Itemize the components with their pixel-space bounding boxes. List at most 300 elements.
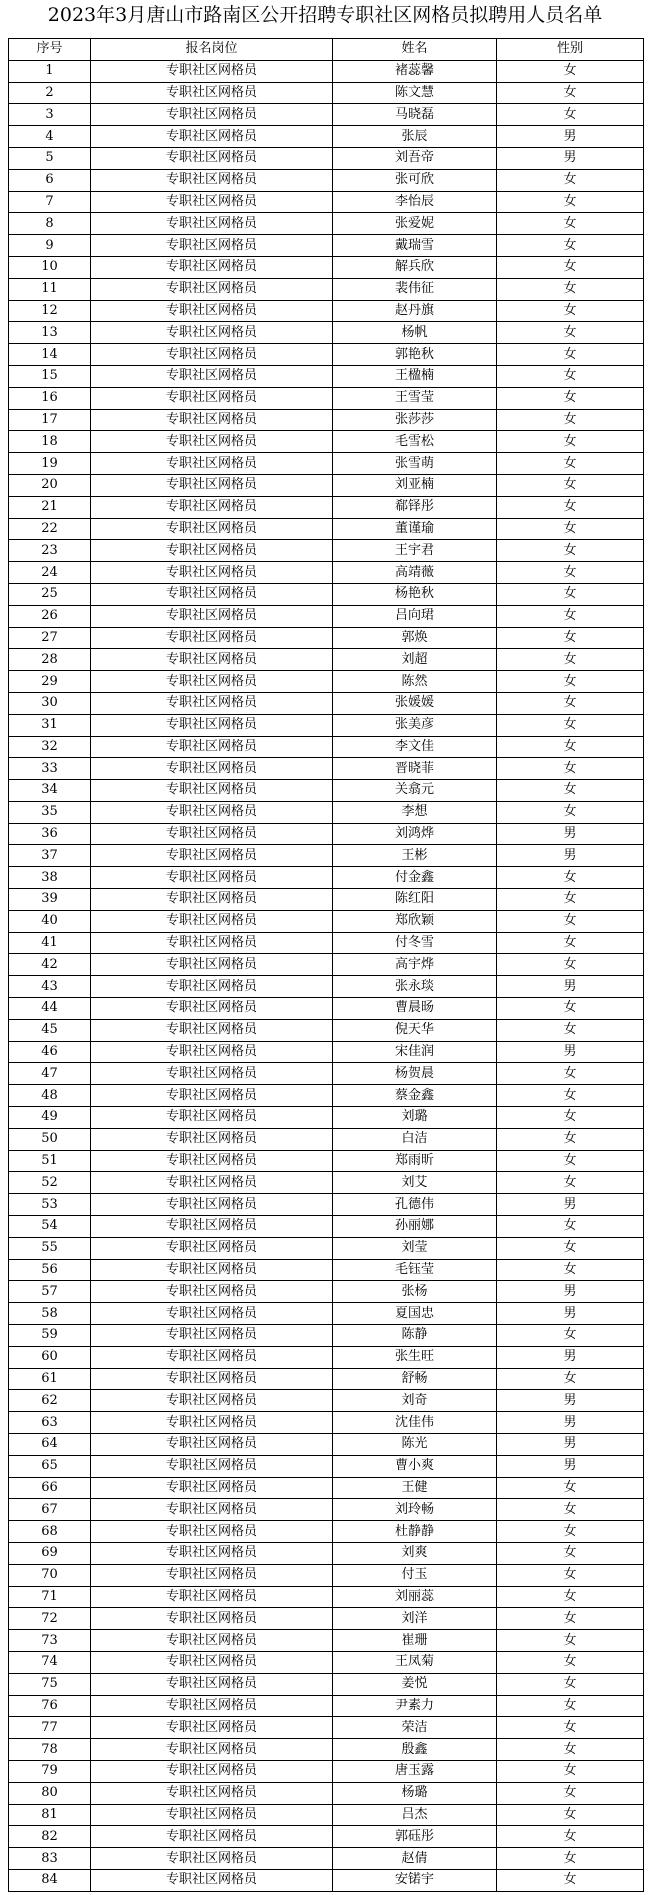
table-row bbox=[9, 1237, 644, 1259]
cell-position: 专职社区网格员 bbox=[91, 1346, 333, 1368]
cell-position: 专职社区网格员 bbox=[91, 823, 333, 845]
cell-gender: 女 bbox=[497, 1869, 644, 1891]
cell-number: 60 bbox=[9, 1346, 91, 1368]
cell-name: 刘鸿烨 bbox=[333, 823, 497, 845]
cell-position: 专职社区网格员 bbox=[91, 387, 333, 409]
table-row bbox=[9, 1586, 644, 1608]
table-row bbox=[9, 1281, 644, 1303]
table-row bbox=[9, 780, 644, 802]
cell-gender: 男 bbox=[497, 1412, 644, 1434]
cell-number: 13 bbox=[9, 322, 91, 344]
cell-position: 专职社区网格员 bbox=[91, 1412, 333, 1434]
cell-number: 11 bbox=[9, 278, 91, 300]
cell-number: 54 bbox=[9, 1216, 91, 1238]
cell-gender: 女 bbox=[497, 649, 644, 671]
cell-gender: 女 bbox=[497, 627, 644, 649]
cell-name: 曹小爽 bbox=[333, 1455, 497, 1477]
cell-number: 61 bbox=[9, 1368, 91, 1390]
cell-position: 专职社区网格员 bbox=[91, 1368, 333, 1390]
cell-gender: 女 bbox=[497, 780, 644, 802]
table-row bbox=[9, 1673, 644, 1695]
table-row bbox=[9, 671, 644, 693]
cell-gender: 女 bbox=[497, 1063, 644, 1085]
cell-number: 71 bbox=[9, 1586, 91, 1608]
cell-name: 吕向珺 bbox=[333, 605, 497, 627]
cell-number: 22 bbox=[9, 518, 91, 540]
cell-number: 84 bbox=[9, 1869, 91, 1891]
page-title: 2023年3月唐山市路南区公开招聘专职社区网格员拟聘用人员名单 bbox=[47, 4, 603, 26]
cell-name: 尹素力 bbox=[333, 1695, 497, 1717]
table-row bbox=[9, 1651, 644, 1673]
cell-gender: 女 bbox=[497, 104, 644, 126]
table-row bbox=[9, 889, 644, 911]
cell-position: 专职社区网格员 bbox=[91, 278, 333, 300]
table-row bbox=[9, 387, 644, 409]
table-row bbox=[9, 496, 644, 518]
cell-name: 倪天华 bbox=[333, 1019, 497, 1041]
table-row bbox=[9, 1412, 644, 1434]
table-row bbox=[9, 1325, 644, 1347]
cell-position: 专职社区网格员 bbox=[91, 1608, 333, 1630]
table-row bbox=[9, 1128, 644, 1150]
cell-number: 51 bbox=[9, 1150, 91, 1172]
cell-gender: 女 bbox=[497, 1172, 644, 1194]
cell-gender: 女 bbox=[497, 1564, 644, 1586]
cell-gender: 女 bbox=[497, 387, 644, 409]
table-row bbox=[9, 1804, 644, 1826]
table-row bbox=[9, 169, 644, 191]
cell-name: 陈红阳 bbox=[333, 889, 497, 911]
cell-name: 陈然 bbox=[333, 671, 497, 693]
cell-gender: 女 bbox=[497, 278, 644, 300]
cell-name: 戴瑞雪 bbox=[333, 235, 497, 257]
table-row bbox=[9, 1608, 644, 1630]
cell-name: 付冬雪 bbox=[333, 932, 497, 954]
cell-position: 专职社区网格员 bbox=[91, 671, 333, 693]
cell-name: 张爱妮 bbox=[333, 213, 497, 235]
cell-gender: 女 bbox=[497, 801, 644, 823]
cell-number: 83 bbox=[9, 1848, 91, 1870]
cell-number: 77 bbox=[9, 1717, 91, 1739]
cell-name: 吕杰 bbox=[333, 1804, 497, 1826]
table-row bbox=[9, 714, 644, 736]
cell-position: 专职社区网格员 bbox=[91, 1564, 333, 1586]
cell-number: 35 bbox=[9, 801, 91, 823]
cell-gender: 女 bbox=[497, 605, 644, 627]
cell-position: 专职社区网格员 bbox=[91, 1739, 333, 1761]
cell-name: 李想 bbox=[333, 801, 497, 823]
cell-position: 专职社区网格员 bbox=[91, 474, 333, 496]
cell-position: 专职社区网格员 bbox=[91, 1259, 333, 1281]
cell-gender: 男 bbox=[497, 976, 644, 998]
cell-position: 专职社区网格员 bbox=[91, 932, 333, 954]
cell-position: 专职社区网格员 bbox=[91, 1325, 333, 1347]
cell-gender: 女 bbox=[497, 1739, 644, 1761]
cell-name: 荣洁 bbox=[333, 1717, 497, 1739]
table-row bbox=[9, 409, 644, 431]
table-row bbox=[9, 845, 644, 867]
cell-gender: 女 bbox=[497, 540, 644, 562]
cell-name: 刘玲畅 bbox=[333, 1499, 497, 1521]
cell-name: 刘莹 bbox=[333, 1237, 497, 1259]
table-row bbox=[9, 126, 644, 148]
cell-position: 专职社区网格员 bbox=[91, 954, 333, 976]
cell-number: 63 bbox=[9, 1412, 91, 1434]
cell-name: 崔珊 bbox=[333, 1630, 497, 1652]
cell-position: 专职社区网格员 bbox=[91, 1063, 333, 1085]
cell-number: 75 bbox=[9, 1673, 91, 1695]
cell-name: 杨璐 bbox=[333, 1782, 497, 1804]
cell-gender: 女 bbox=[497, 1237, 644, 1259]
cell-gender: 女 bbox=[497, 1630, 644, 1652]
cell-gender: 女 bbox=[497, 1542, 644, 1564]
cell-name: 陈光 bbox=[333, 1434, 497, 1456]
table-row bbox=[9, 1019, 644, 1041]
cell-name: 褚蕊馨 bbox=[333, 60, 497, 82]
table-row bbox=[9, 1739, 644, 1761]
cell-position: 专职社区网格员 bbox=[91, 910, 333, 932]
table-row bbox=[9, 1630, 644, 1652]
cell-position: 专职社区网格员 bbox=[91, 889, 333, 911]
cell-position: 专职社区网格员 bbox=[91, 409, 333, 431]
table-row bbox=[9, 867, 644, 889]
cell-number: 42 bbox=[9, 954, 91, 976]
table-row bbox=[9, 1085, 644, 1107]
cell-name: 高宇烨 bbox=[333, 954, 497, 976]
cell-gender: 女 bbox=[497, 1848, 644, 1870]
table-row bbox=[9, 1477, 644, 1499]
cell-name: 杨贺晨 bbox=[333, 1063, 497, 1085]
table-row bbox=[9, 954, 644, 976]
cell-name: 孙丽娜 bbox=[333, 1216, 497, 1238]
cell-position: 专职社区网格员 bbox=[91, 1390, 333, 1412]
table-row bbox=[9, 1368, 644, 1390]
table-row bbox=[9, 976, 644, 998]
cell-number: 23 bbox=[9, 540, 91, 562]
table-header-row bbox=[9, 39, 644, 61]
cell-position: 专职社区网格员 bbox=[91, 431, 333, 453]
cell-name: 刘奇 bbox=[333, 1390, 497, 1412]
table-row bbox=[9, 1869, 644, 1891]
roster-table bbox=[8, 38, 644, 1892]
cell-position: 专职社区网格员 bbox=[91, 518, 333, 540]
cell-position: 专职社区网格员 bbox=[91, 1586, 333, 1608]
roster-body bbox=[9, 60, 644, 1891]
table-row bbox=[9, 278, 644, 300]
cell-number: 19 bbox=[9, 453, 91, 475]
table-row bbox=[9, 932, 644, 954]
cell-gender: 女 bbox=[497, 671, 644, 693]
cell-name: 蔡金鑫 bbox=[333, 1085, 497, 1107]
table-row bbox=[9, 147, 644, 169]
cell-name: 毛雪松 bbox=[333, 431, 497, 453]
cell-position: 专职社区网格员 bbox=[91, 736, 333, 758]
cell-position: 专职社区网格员 bbox=[91, 344, 333, 366]
cell-position: 专职社区网格员 bbox=[91, 1455, 333, 1477]
cell-position: 专职社区网格员 bbox=[91, 104, 333, 126]
cell-gender: 女 bbox=[497, 1717, 644, 1739]
column-header-gender: 性别 bbox=[497, 39, 644, 61]
cell-gender: 女 bbox=[497, 1019, 644, 1041]
cell-number: 39 bbox=[9, 889, 91, 911]
cell-position: 专职社区网格员 bbox=[91, 1477, 333, 1499]
cell-gender: 女 bbox=[497, 1804, 644, 1826]
cell-gender: 女 bbox=[497, 692, 644, 714]
cell-position: 专职社区网格员 bbox=[91, 365, 333, 387]
cell-number: 53 bbox=[9, 1194, 91, 1216]
cell-number: 80 bbox=[9, 1782, 91, 1804]
cell-name: 赵丹旗 bbox=[333, 300, 497, 322]
cell-gender: 女 bbox=[497, 518, 644, 540]
cell-gender: 女 bbox=[497, 1085, 644, 1107]
cell-name: 刘超 bbox=[333, 649, 497, 671]
cell-gender: 男 bbox=[497, 1281, 644, 1303]
cell-gender: 女 bbox=[497, 736, 644, 758]
cell-name: 关翕元 bbox=[333, 780, 497, 802]
cell-name: 付金鑫 bbox=[333, 867, 497, 889]
table-row bbox=[9, 322, 644, 344]
cell-position: 专职社区网格员 bbox=[91, 540, 333, 562]
cell-position: 专职社区网格员 bbox=[91, 1717, 333, 1739]
cell-gender: 女 bbox=[497, 1259, 644, 1281]
cell-position: 专职社区网格员 bbox=[91, 1172, 333, 1194]
cell-number: 45 bbox=[9, 1019, 91, 1041]
cell-name: 裴伟征 bbox=[333, 278, 497, 300]
cell-number: 1 bbox=[9, 60, 91, 82]
cell-gender: 男 bbox=[497, 1434, 644, 1456]
cell-number: 73 bbox=[9, 1630, 91, 1652]
table-row bbox=[9, 300, 644, 322]
table-row bbox=[9, 1390, 644, 1412]
table-row bbox=[9, 1172, 644, 1194]
cell-gender: 女 bbox=[497, 714, 644, 736]
cell-gender: 女 bbox=[497, 191, 644, 213]
cell-name: 殷鑫 bbox=[333, 1739, 497, 1761]
cell-number: 30 bbox=[9, 692, 91, 714]
cell-gender: 女 bbox=[497, 60, 644, 82]
cell-gender: 女 bbox=[497, 1760, 644, 1782]
cell-name: 王健 bbox=[333, 1477, 497, 1499]
cell-position: 专职社区网格员 bbox=[91, 1194, 333, 1216]
cell-position: 专职社区网格员 bbox=[91, 976, 333, 998]
cell-name: 郭艳秋 bbox=[333, 344, 497, 366]
cell-number: 57 bbox=[9, 1281, 91, 1303]
cell-gender: 女 bbox=[497, 1150, 644, 1172]
cell-number: 31 bbox=[9, 714, 91, 736]
cell-position: 专职社区网格员 bbox=[91, 1826, 333, 1848]
cell-name: 唐玉露 bbox=[333, 1760, 497, 1782]
cell-number: 52 bbox=[9, 1172, 91, 1194]
cell-name: 马晓磊 bbox=[333, 104, 497, 126]
table-row bbox=[9, 1303, 644, 1325]
cell-name: 王雪莹 bbox=[333, 387, 497, 409]
table-row bbox=[9, 758, 644, 780]
cell-name: 刘洋 bbox=[333, 1608, 497, 1630]
cell-number: 48 bbox=[9, 1085, 91, 1107]
cell-position: 专职社区网格员 bbox=[91, 583, 333, 605]
cell-position: 专职社区网格员 bbox=[91, 627, 333, 649]
cell-number: 32 bbox=[9, 736, 91, 758]
cell-name: 王彬 bbox=[333, 845, 497, 867]
table-row bbox=[9, 1564, 644, 1586]
cell-name: 张永琰 bbox=[333, 976, 497, 998]
cell-number: 68 bbox=[9, 1521, 91, 1543]
cell-number: 70 bbox=[9, 1564, 91, 1586]
cell-position: 专职社区网格员 bbox=[91, 1303, 333, 1325]
table-row bbox=[9, 474, 644, 496]
cell-number: 79 bbox=[9, 1760, 91, 1782]
cell-number: 3 bbox=[9, 104, 91, 126]
cell-number: 15 bbox=[9, 365, 91, 387]
cell-gender: 女 bbox=[497, 562, 644, 584]
cell-position: 专职社区网格员 bbox=[91, 169, 333, 191]
cell-position: 专职社区网格员 bbox=[91, 1237, 333, 1259]
cell-position: 专职社区网格员 bbox=[91, 496, 333, 518]
cell-number: 74 bbox=[9, 1651, 91, 1673]
cell-number: 46 bbox=[9, 1041, 91, 1063]
cell-name: 郑欣颖 bbox=[333, 910, 497, 932]
cell-name: 董谨瑜 bbox=[333, 518, 497, 540]
cell-gender: 女 bbox=[497, 169, 644, 191]
cell-name: 夏国忠 bbox=[333, 1303, 497, 1325]
table-row bbox=[9, 998, 644, 1020]
table-row bbox=[9, 1542, 644, 1564]
cell-gender: 女 bbox=[497, 474, 644, 496]
cell-position: 专职社区网格员 bbox=[91, 1434, 333, 1456]
cell-gender: 女 bbox=[497, 1695, 644, 1717]
cell-name: 郑雨昕 bbox=[333, 1150, 497, 1172]
cell-position: 专职社区网格员 bbox=[91, 649, 333, 671]
table-row bbox=[9, 1760, 644, 1782]
table-row bbox=[9, 823, 644, 845]
cell-name: 张可欣 bbox=[333, 169, 497, 191]
table-row bbox=[9, 1782, 644, 1804]
cell-number: 69 bbox=[9, 1542, 91, 1564]
table-row bbox=[9, 1216, 644, 1238]
table-row bbox=[9, 344, 644, 366]
cell-gender: 女 bbox=[497, 1325, 644, 1347]
cell-gender: 女 bbox=[497, 1499, 644, 1521]
cell-number: 2 bbox=[9, 82, 91, 104]
table-row bbox=[9, 1848, 644, 1870]
cell-number: 34 bbox=[9, 780, 91, 802]
cell-position: 专职社区网格员 bbox=[91, 1085, 333, 1107]
cell-gender: 女 bbox=[497, 496, 644, 518]
cell-name: 沈佳伟 bbox=[333, 1412, 497, 1434]
cell-name: 张辰 bbox=[333, 126, 497, 148]
cell-gender: 男 bbox=[497, 1346, 644, 1368]
cell-position: 专职社区网格员 bbox=[91, 1281, 333, 1303]
cell-number: 24 bbox=[9, 562, 91, 584]
cell-number: 37 bbox=[9, 845, 91, 867]
cell-gender: 男 bbox=[497, 1390, 644, 1412]
table-row bbox=[9, 1695, 644, 1717]
cell-name: 李文佳 bbox=[333, 736, 497, 758]
cell-position: 专职社区网格员 bbox=[91, 1695, 333, 1717]
cell-name: 宋佳润 bbox=[333, 1041, 497, 1063]
cell-number: 5 bbox=[9, 147, 91, 169]
table-row bbox=[9, 1259, 644, 1281]
cell-gender: 女 bbox=[497, 1782, 644, 1804]
cell-position: 专职社区网格员 bbox=[91, 562, 333, 584]
cell-position: 专职社区网格员 bbox=[91, 256, 333, 278]
table-row bbox=[9, 649, 644, 671]
cell-name: 陈文慧 bbox=[333, 82, 497, 104]
cell-gender: 女 bbox=[497, 932, 644, 954]
cell-gender: 女 bbox=[497, 431, 644, 453]
cell-gender: 女 bbox=[497, 409, 644, 431]
cell-position: 专职社区网格员 bbox=[91, 453, 333, 475]
cell-position: 专职社区网格员 bbox=[91, 692, 333, 714]
cell-number: 28 bbox=[9, 649, 91, 671]
column-header-number: 序号 bbox=[9, 39, 91, 61]
cell-gender: 女 bbox=[497, 256, 644, 278]
cell-number: 10 bbox=[9, 256, 91, 278]
table-row bbox=[9, 60, 644, 82]
cell-number: 67 bbox=[9, 1499, 91, 1521]
table-row bbox=[9, 1107, 644, 1129]
cell-position: 专职社区网格员 bbox=[91, 1804, 333, 1826]
cell-name: 张生旺 bbox=[333, 1346, 497, 1368]
table-row bbox=[9, 235, 644, 257]
table-row bbox=[9, 1826, 644, 1848]
cell-number: 72 bbox=[9, 1608, 91, 1630]
cell-number: 49 bbox=[9, 1107, 91, 1129]
cell-gender: 女 bbox=[497, 867, 644, 889]
cell-position: 专职社区网格员 bbox=[91, 1150, 333, 1172]
table-row bbox=[9, 365, 644, 387]
table-row bbox=[9, 518, 644, 540]
cell-number: 82 bbox=[9, 1826, 91, 1848]
cell-number: 44 bbox=[9, 998, 91, 1020]
cell-position: 专职社区网格员 bbox=[91, 845, 333, 867]
cell-name: 张莎莎 bbox=[333, 409, 497, 431]
cell-name: 陈静 bbox=[333, 1325, 497, 1347]
cell-name: 郭砡彤 bbox=[333, 1826, 497, 1848]
table-row bbox=[9, 256, 644, 278]
cell-number: 43 bbox=[9, 976, 91, 998]
cell-number: 78 bbox=[9, 1739, 91, 1761]
cell-number: 55 bbox=[9, 1237, 91, 1259]
cell-name: 郗铎彤 bbox=[333, 496, 497, 518]
cell-number: 4 bbox=[9, 126, 91, 148]
table-row bbox=[9, 1521, 644, 1543]
cell-gender: 女 bbox=[497, 344, 644, 366]
cell-gender: 女 bbox=[497, 583, 644, 605]
cell-gender: 女 bbox=[497, 889, 644, 911]
cell-gender: 女 bbox=[497, 1651, 644, 1673]
cell-position: 专职社区网格员 bbox=[91, 1041, 333, 1063]
cell-position: 专职社区网格员 bbox=[91, 1651, 333, 1673]
cell-gender: 女 bbox=[497, 1368, 644, 1390]
table-row bbox=[9, 1063, 644, 1085]
cell-number: 21 bbox=[9, 496, 91, 518]
cell-position: 专职社区网格员 bbox=[91, 1869, 333, 1891]
cell-name: 张媛媛 bbox=[333, 692, 497, 714]
cell-position: 专职社区网格员 bbox=[91, 780, 333, 802]
cell-name: 刘亚楠 bbox=[333, 474, 497, 496]
cell-gender: 女 bbox=[497, 300, 644, 322]
cell-number: 16 bbox=[9, 387, 91, 409]
cell-name: 杜静静 bbox=[333, 1521, 497, 1543]
cell-number: 27 bbox=[9, 627, 91, 649]
cell-gender: 女 bbox=[497, 322, 644, 344]
cell-name: 孔德伟 bbox=[333, 1194, 497, 1216]
cell-name: 安锘宇 bbox=[333, 1869, 497, 1891]
cell-number: 17 bbox=[9, 409, 91, 431]
cell-gender: 女 bbox=[497, 1673, 644, 1695]
cell-position: 专职社区网格员 bbox=[91, 714, 333, 736]
